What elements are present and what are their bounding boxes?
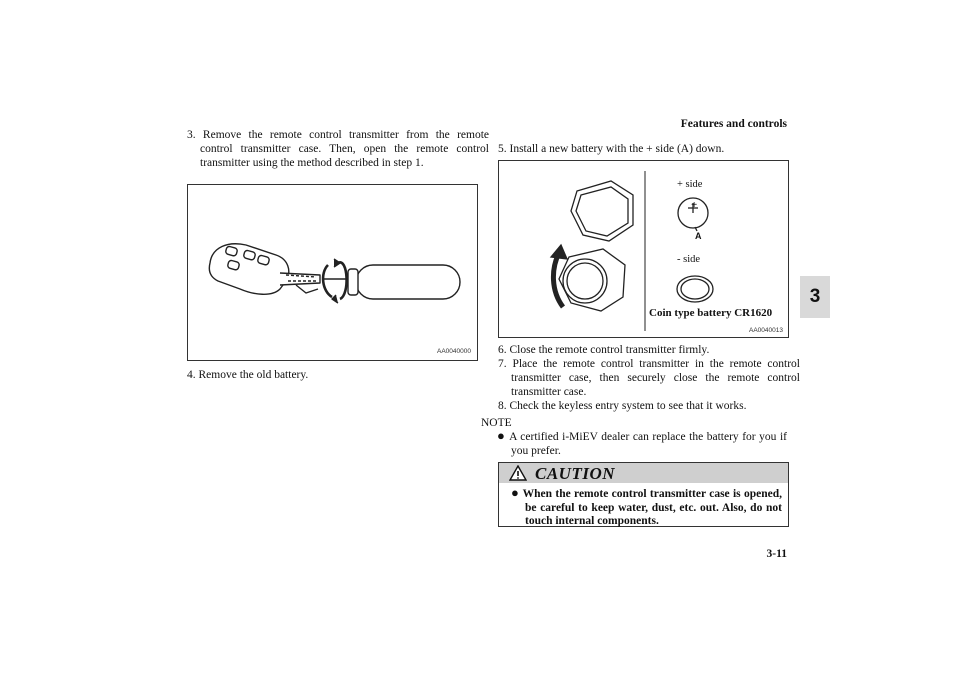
warning-triangle-icon [509, 465, 527, 481]
note-text: A certified i-MiEV dealer can replace the battery for you if you prefer. [509, 431, 787, 457]
caution-body [499, 483, 788, 529]
caution-header [499, 463, 788, 483]
step-6-text: 6. Close the remote control transmitter firmly. [498, 344, 710, 356]
battery-caption: Coin type battery CR1620 [649, 307, 773, 319]
page-number: 3-11 [766, 548, 787, 560]
chapter-tab: 3 [800, 276, 830, 318]
section-header: Features and controls [680, 118, 787, 130]
figure-id: AA0040013 [749, 327, 783, 334]
bullet-icon: ● [511, 485, 520, 500]
figure-install-battery [498, 160, 789, 338]
step-8-text: 8. Check the keyless entry system to see that it works. [498, 400, 747, 412]
step-7-text: 7. Place the remote control transmitter in the remote control transmitter case, then securely close the remote control transmitter case. [498, 358, 800, 398]
step-5-text: 5. Install a new battery with the + side (A) down. [498, 143, 725, 155]
marker-a: A [695, 231, 702, 241]
plus-side-label: + side [677, 179, 703, 190]
figure-open-transmitter [187, 184, 478, 361]
caution-text: When the remote control transmitter case is opened, be careful to keep water, dust, etc. out. Also, do not touch internal components. [522, 488, 783, 527]
note-label: NOTE [481, 417, 512, 429]
note-item [497, 429, 787, 458]
figure-id: AA0040000 [437, 348, 471, 355]
step-4-text: 4. Remove the old battery. [187, 369, 309, 381]
bullet-icon: ● [497, 428, 506, 443]
step-3-text: 3. Remove the remote control transmitter from the remote control transmitter case. Then, open the remote control transmitter using the method described in step 1. [187, 129, 489, 169]
plus-symbol: + [691, 199, 698, 211]
minus-side-label: - side [677, 254, 701, 265]
screwdriver-illustration [188, 185, 477, 360]
caution-box [498, 462, 789, 527]
caution-title: CAUTION [535, 464, 616, 483]
